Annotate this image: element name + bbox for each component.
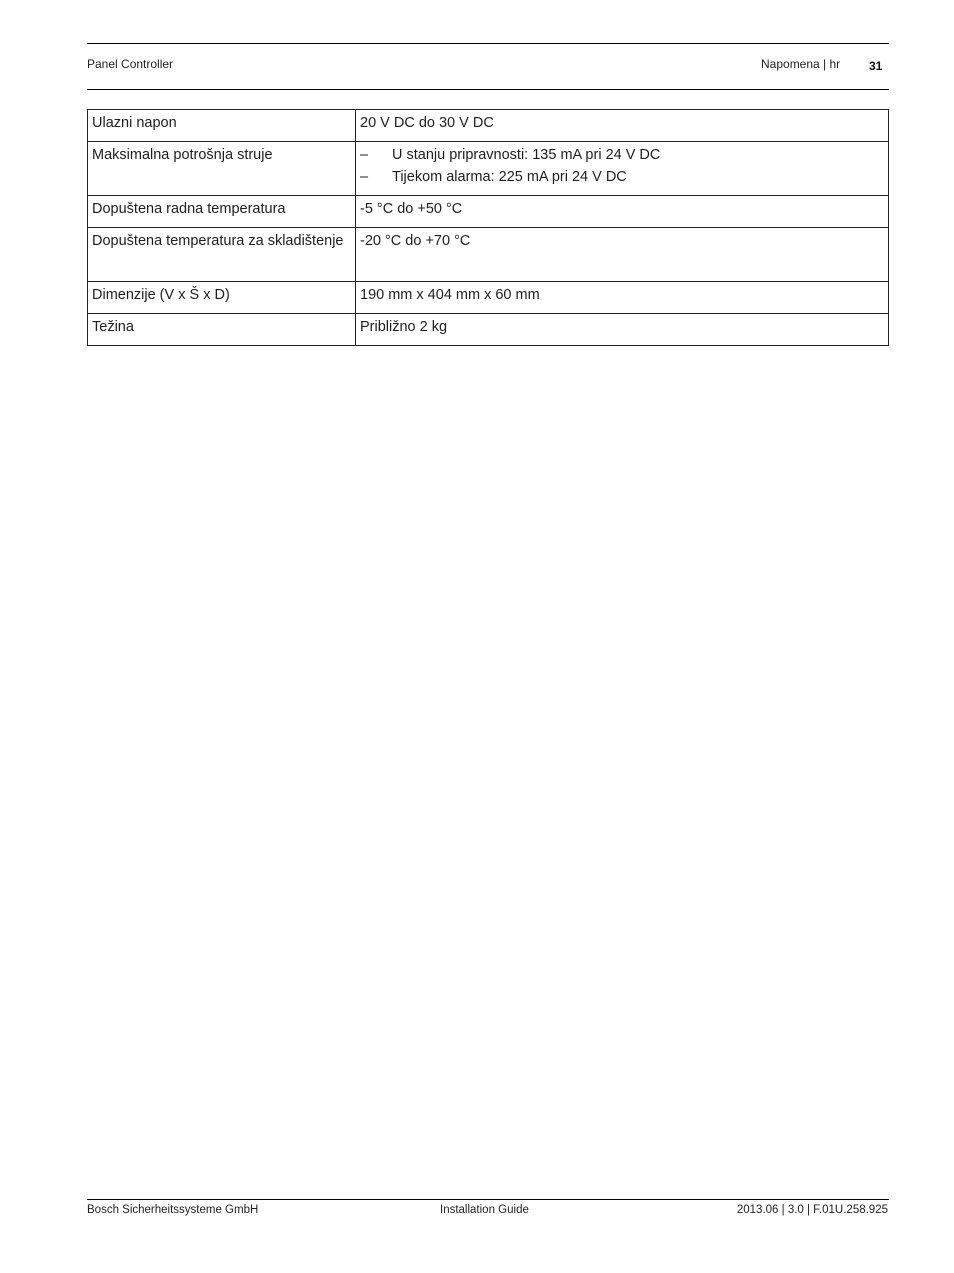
footer-document-version: 2013.06 | 3.0 | F.01U.258.925 (736, 1204, 888, 1216)
specifications-table (87, 109, 889, 346)
table-row (88, 142, 889, 196)
dash-bullet: – (360, 147, 369, 163)
page-number: 31 (869, 59, 883, 73)
list-item (360, 144, 884, 166)
table-row (88, 196, 889, 228)
spec-label: Ulazni napon (88, 110, 356, 142)
spec-value: -5 °C do +50 °C (356, 196, 889, 228)
header-top-rule (87, 43, 889, 44)
table-row (88, 110, 889, 142)
spec-value-list (356, 142, 889, 196)
spec-value: 20 V DC do 30 V DC (356, 110, 889, 142)
footer-rule (87, 1199, 889, 1200)
table-row (88, 282, 889, 314)
table-row (88, 314, 889, 346)
spec-label: Dopuštena temperatura za skladištenje (88, 228, 356, 282)
list-item-text: Tijekom alarma: 225 mA pri 24 V DC (392, 169, 627, 185)
header-section-label: Napomena | hr (761, 57, 841, 71)
header-bottom-rule (87, 89, 889, 90)
table-row (88, 228, 889, 282)
spec-value: Približno 2 kg (356, 314, 889, 346)
list-item (360, 166, 884, 188)
spec-label: Maksimalna potrošnja struje (88, 142, 356, 196)
spec-label: Dimenzije (V x Š x D) (88, 282, 356, 314)
dash-bullet: – (360, 169, 369, 185)
spec-label: Dopuštena radna temperatura (88, 196, 356, 228)
spec-label: Težina (88, 314, 356, 346)
footer-company: Bosch Sicherheitssysteme GmbH (87, 1204, 259, 1216)
spec-value: -20 °C do +70 °C (356, 228, 889, 282)
spec-value: 190 mm x 404 mm x 60 mm (356, 282, 889, 314)
list-item-text: U stanju pripravnosti: 135 mA pri 24 V DC (392, 147, 661, 163)
header-document-title: Panel Controller (87, 57, 174, 71)
footer-document-type: Installation Guide (440, 1204, 529, 1216)
